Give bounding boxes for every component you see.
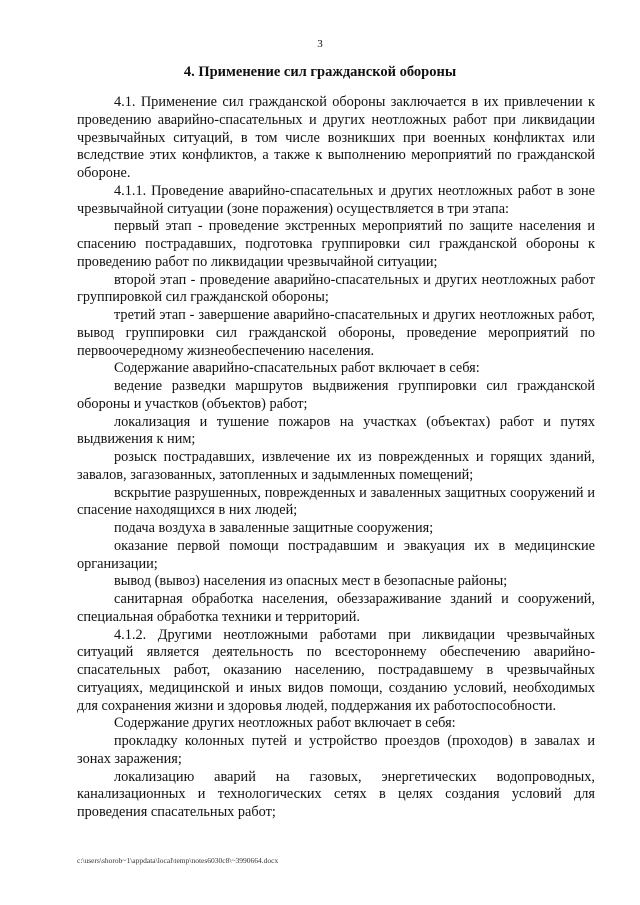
paragraph: розыск пострадавших, извлечение их из поврежденных и горящих зданий, завалов, загазованных, затопленных и задымленных помещений;	[77, 449, 595, 483]
paragraph: второй этап - проведение аварийно-спасательных и других неотложных работ группировкой сил гражданской обороны;	[77, 271, 595, 306]
section-heading: 4. Применение сил гражданской обороны	[183, 64, 457, 80]
document-body	[77, 94, 595, 822]
paragraph: подача воздуха в заваленные защитные сооружения;	[114, 520, 434, 536]
paragraph: Содержание других неотложных работ включает в себя:	[114, 715, 456, 732]
paragraph: 4.1. Применение сил гражданской обороны заключается в их привлечении к проведению аварийно-спасательных и других неотложных работ при ликвидации чрезвычайных ситуаций, в том числе возникших при военных конфликтах или вследствие этих конфликтов, а также к выполнению мероприятий по гражданской обороне.	[77, 94, 595, 181]
paragraph: 4.1.1. Проведение аварийно-спасательных и других неотложных работ в зоне чрезвычайной ситуации (зоне поражения) осуществляется в три этапа:	[77, 182, 595, 217]
paragraph: локализация и тушение пожаров на участках (объектах) работ и путях выдвижения к ним;	[77, 413, 595, 448]
paragraph: оказание первой помощи пострадавшим и эвакуация их в медицинские организации;	[77, 537, 595, 572]
paragraph: Содержание аварийно-спасательных работ включает в себя:	[114, 360, 480, 377]
paragraph: 4.1.2. Другими неотложными работами при ликвидации чрезвычайных ситуаций является деятельность по всестороннему обеспечению аварийно-спасательных работ, оказанию населению, пострадавшему в чрезвычайных ситуациях, медицинской и иных видов помощи, созданию условий, необходимых для сохранения жизни и здоровья людей, поддержания их работоспособности.	[77, 626, 595, 714]
paragraph: вскрытие разрушенных, поврежденных и заваленных защитных сооружений и спасение находящихся в них людей;	[77, 484, 595, 519]
paragraph: локализацию аварий на газовых, энергетических водопроводных, канализационных и технологических сетях в целях создания условий для проведения спасательных работ;	[77, 768, 595, 820]
paragraph: третий этап - завершение аварийно-спасательных и других неотложных работ, вывод группировки сил гражданской обороны, проведение мероприятий по первоочередному жизнеобеспечению населения.	[77, 307, 595, 359]
paragraph: санитарная обработка населения, обеззараживание зданий и сооружений, специальная обработка техники и территорий.	[77, 591, 595, 625]
page-number: 3	[317, 38, 323, 50]
footer-file-path: c:\users\shorob~1\appdata\local\temp\notes6030c8\~3990664.docx	[77, 856, 279, 865]
paragraph: прокладку колонных путей и устройство проездов (проходов) в завалах и зонах заражения;	[77, 733, 595, 767]
paragraph: вывод (вывоз) населения из опасных мест в безопасные районы;	[114, 573, 508, 590]
paragraph: ведение разведки маршрутов выдвижения группировки сил гражданской обороны и участков (объектов) работ;	[77, 378, 595, 412]
paragraph: первый этап - проведение экстренных мероприятий по защите населения и спасению пострадавших, подготовка группировки сил гражданской обороны к проведению работ по ликвидации чрезвычайной ситуации;	[77, 218, 595, 270]
